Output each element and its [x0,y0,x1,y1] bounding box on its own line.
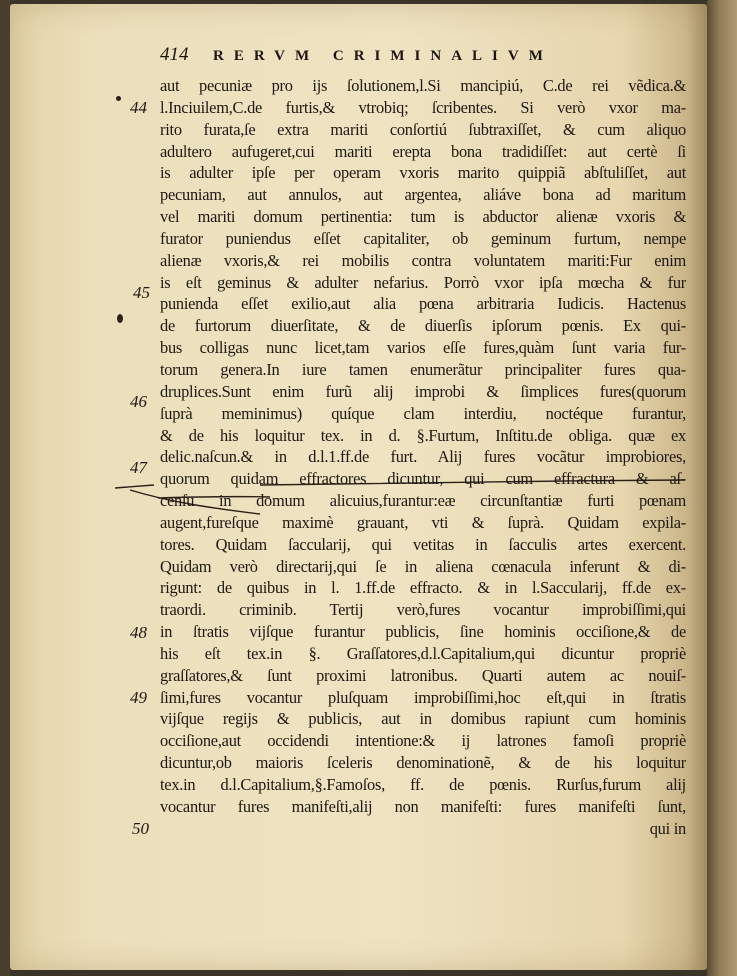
text-line: his eſt tex.in §. Graſſatores,d.l.Capitalium,qui dicuntur propriè [160,643,686,663]
text-line: furator puniendus eſſet capitaliter, ob geminum furtum, nempe [160,228,686,248]
binding-shadow [0,0,10,976]
text-line: cenſu in domum alicuius,furantur:eæ circunſtantiæ furti pœnam [160,491,686,511]
text-line: aut pecuniæ pro ijs ſolutionem,l.Si mancipiú, C.de rei vẽdica.& [160,76,686,95]
text-line: torum genera.In iure tamen enumerãtur principaliter fures qua- [160,359,686,379]
facing-page-edge [707,0,737,976]
margin-number: 49 [130,688,147,707]
page-number: 414 [160,44,189,65]
text-line: pecuniam, aut annulos, aut argentea, aliáve bona ad maritum [160,185,686,205]
text-line: adultero aufugeret,cui mariti erepta bona tradidiſſet: aut certè ſi [160,141,686,161]
text-line: de furtorum diuerſitate, & de diuerſis ipſorum pœnis. Ex qui- [160,316,686,336]
text-line: is eſt geminus & adulter nefarius. Porrò vxor ipſa mœcha & fur [160,272,686,292]
text-line: occiſione,aut occidendi intentione:& ij latrones famoſi propriè [160,731,686,751]
margin-number: 48 [130,623,147,642]
text-line: bus colligas nunc licet,tam varios eſſe fures,quàm ſunt varia fur- [160,338,686,358]
text-line: delic.naſcun.& in d.l.1.ff.de furt. Alij fures vocãtur improbiores, [160,447,686,467]
text-line: qui in [649,818,686,838]
text-line: is adulter ipſe per operam vxoris marito quippiã abſtuliſſet, aut [160,163,686,183]
margin-number: 47 [130,458,147,477]
text-line: in ſtratis vijſque furantur publicis, ſine hominis occiſione,& de [160,622,686,642]
text-line: vijſque regijs & publicis, aut in domibus rapiunt cum hominis [160,709,686,729]
text-line: augent,fureſque maximè grauant, vti & ſuprà. Quidam expila- [160,512,686,532]
ink-speck [116,96,121,101]
running-title: RERVM CRIMINALIVM [213,48,553,64]
margin-number: 44 [130,98,147,117]
text-line: tores. Quidam ſaccularij, qui vetitas in ſacculis artes exercent. [160,534,686,554]
body-text [160,75,686,840]
text-line: ſuprà meminimus) quíque clam interdiu, noctéque furantur, [160,403,686,423]
text-line: l.Inciuilem,C.de furtis,& vtrobiq; ſcribentes. Si verò vxor ma- [160,97,686,117]
running-head [160,44,680,66]
margin-number: 46 [130,392,147,411]
text-line: traordi. criminib. Tertij verò,fures vocantur improbiſſimi,qui [160,600,686,620]
text-line: graſſatores,& ſunt proximi latronibus. Quarti autem ac nouiſ- [160,665,686,685]
text-line: rigunt: de quibus in l. 1.ff.de effracto. & in l.Saccularij, ff.de ex- [160,578,686,598]
text-line: tex.in d.l.Capitalium,§.Famoſos, ff. de pœnis. Rurſus,furum alij [160,775,686,794]
text-line: dicuntur,ob maioris ſceleris denominationẽ, & de his loquitur [160,753,686,773]
text-line: & de his loquitur tex. in d. §.Furtum, Inſtitu.de obliga. quæ ex [160,425,686,445]
text-line: ſimi,fures vocantur pluſquam improbiſſimi,hoc eſt,qui in ſtratis [160,687,686,707]
text-line: quorum quidam effractores dicuntur, qui cum effractura & aſ- [160,469,686,489]
margin-number: 45 [133,283,150,302]
text-line: rito furata,ſe extra mariti conſortiú ſubtraxiſſet, & cum aliquo [160,119,686,139]
margin-number: 50 [132,819,149,838]
ink-speck [117,314,123,323]
text-line: Quidam verò directarij,qui ſe in aliena cœnacula inferunt & di- [160,556,686,576]
text-line: vel mariti domum pertinentia: tum is abductor alienæ vxoris & [160,207,686,227]
text-line: vocantur fures manifeſti,alij non manifeſti: fures manifeſti ſunt, [160,796,686,816]
text-line: druplices.Sunt enim furũ alij improbi & ſimplices fures(quorum [160,381,686,401]
text-line: punienda eſſet exilio,aut alia pœna arbitraria Iudicis. Hactenus [160,294,686,314]
text-line: alienæ vxoris,& rei mobilis contra voluntatem mariti:Fur enim [160,250,686,270]
